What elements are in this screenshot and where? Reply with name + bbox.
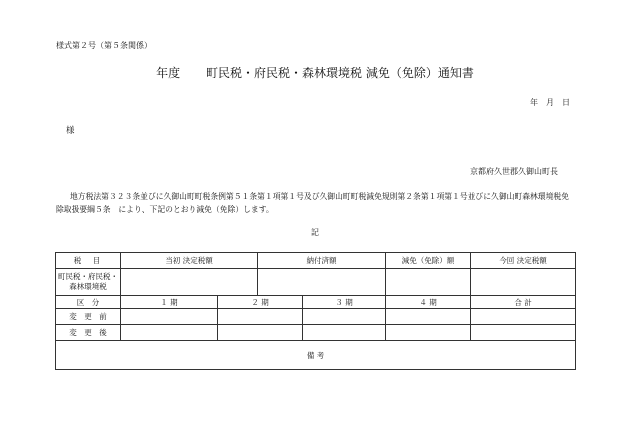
body-text: 地方税法第３２３条並びに久御山町町税条例第５１条第１項第１号及び久御山町町税減免規則第２条第１項第１号並びに久御山町森林環境税免除取扱要綱５条 により、下記のとおり減免（免除）します。 [56, 192, 569, 214]
after-period-3 [303, 325, 386, 341]
recipient-suffix: 様 [66, 126, 75, 136]
header-tax-item: 税 目 [56, 253, 121, 269]
period-4-label: ４ 期 [386, 296, 471, 309]
remarks-label: 備 考 [306, 350, 325, 360]
before-period-2 [218, 309, 303, 325]
tax-amount-row [56, 269, 576, 296]
header-paid: 納付済額 [258, 253, 386, 269]
period-3-label: ３ 期 [303, 296, 386, 309]
title-main: 町民税・府民税・森林環境税 減免（免除）通知書 [206, 66, 474, 80]
total-label: 合 計 [471, 296, 576, 309]
kubun-label: 区 分 [56, 296, 121, 309]
table-header-row [56, 253, 576, 269]
header-initial-amount: 当初 決定税額 [121, 253, 258, 269]
after-change-row [56, 325, 576, 341]
before-period-4 [386, 309, 471, 325]
period-header-row [56, 296, 576, 309]
after-period-4 [386, 325, 471, 341]
issue-date: 年 月 日 [530, 98, 570, 107]
before-change-label: 変 更 前 [56, 309, 121, 325]
period-2-label: ２ 期 [218, 296, 303, 309]
header-current-amount: 今回 決定税額 [471, 253, 576, 269]
form-number: 様式第２号（第５条関係） [56, 41, 152, 50]
paid-cell [258, 269, 386, 296]
before-change-row [56, 309, 576, 325]
document-title [0, 64, 630, 81]
remarks-row [56, 341, 576, 370]
tax-item-line1: 町民税・府民税・ [58, 272, 118, 281]
tax-item-line2: 森林環境税 [69, 282, 107, 291]
body-paragraph [56, 190, 576, 216]
before-period-1 [121, 309, 218, 325]
after-period-1 [121, 325, 218, 341]
after-total [471, 325, 576, 341]
ki-heading: 記 [311, 228, 319, 237]
initial-amount-cell [121, 269, 258, 296]
title-year-label: 年度 [156, 66, 181, 80]
reduction-cell [386, 269, 471, 296]
period-1-label: １ 期 [121, 296, 218, 309]
current-amount-cell [471, 269, 576, 296]
after-period-2 [218, 325, 303, 341]
header-reduction: 減免（免除）額 [386, 253, 471, 269]
before-period-3 [303, 309, 386, 325]
before-total [471, 309, 576, 325]
tax-reduction-table [55, 252, 576, 370]
remarks-cell [56, 341, 576, 370]
after-change-label: 変 更 後 [56, 325, 121, 341]
tax-item-label [56, 269, 121, 296]
issuer-name: 京都府久世郡久御山町長 [470, 167, 558, 176]
